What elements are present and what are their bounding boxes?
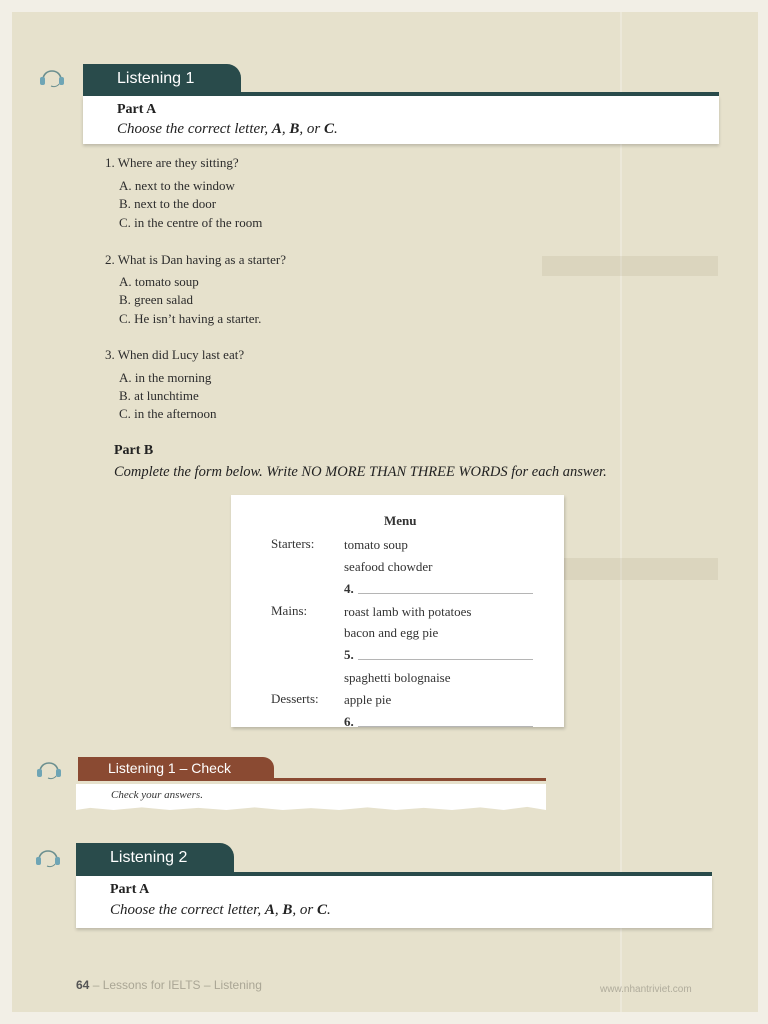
headphones-icon [33, 844, 63, 868]
question-3-option-a: A. in the morning [119, 370, 212, 385]
check-rule [78, 778, 546, 781]
listening-1-check-title: Listening 1 – Check [108, 760, 231, 776]
answer-blank-4[interactable] [358, 593, 533, 594]
main-item: roast lamb with potatoes [344, 604, 472, 619]
listening-2-part-a-panel [76, 876, 712, 928]
blank-5-number: 5. [344, 647, 354, 662]
listening-1-tab [83, 64, 241, 94]
question-2: 2. What is Dan having as a starter? [105, 252, 286, 267]
textbook-page [12, 12, 758, 1012]
listening-2-title: Listening 2 [110, 849, 188, 866]
headphones-icon [34, 756, 64, 780]
check-instruction: Check your answers. [111, 789, 203, 801]
desserts-label: Desserts: [271, 691, 319, 706]
question-2-option-a: A. tomato soup [119, 274, 199, 289]
question-1-option-a: A. next to the window [119, 178, 235, 193]
book-title: – Lessons for IELTS – Listening [89, 978, 262, 992]
page-number: 64 [76, 978, 90, 992]
part-b-instruction: Complete the form below. Write NO MORE THAN THREE WORDS for each answer. [114, 464, 607, 480]
question-2-option-b: B. green salad [119, 292, 194, 307]
listening-1-check-tab [78, 757, 274, 779]
page-fold [620, 12, 622, 1012]
listening-2-tab [76, 843, 234, 873]
menu-title: Menu [384, 513, 417, 528]
part-a-instruction: Choose the correct letter, A, B, or C. [117, 121, 338, 137]
part-a-label: Part A [110, 882, 150, 897]
question-1-option-b: B. next to the door [119, 196, 217, 211]
mains-label: Mains: [271, 603, 308, 618]
bleed-through-mark [542, 256, 718, 276]
starters-label: Starters: [271, 536, 315, 551]
listening-1-title: Listening 1 [117, 70, 195, 87]
headphones-icon [37, 64, 67, 88]
part-a-label: Part A [117, 102, 157, 117]
bleed-through-mark [542, 558, 718, 580]
blank-6-number: 6. [344, 714, 354, 729]
page-footer [76, 978, 262, 992]
main-item: bacon and egg pie [344, 625, 439, 640]
blank-4-number: 4. [344, 581, 354, 596]
website-url: www.nhantriviet.com [600, 984, 692, 995]
question-1: 1. Where are they sitting? [105, 155, 239, 170]
part-b-label: Part B [114, 443, 154, 458]
dessert-item: apple pie [344, 692, 392, 707]
answer-blank-6[interactable] [358, 726, 533, 727]
question-3: 3. When did Lucy last eat? [105, 347, 245, 362]
menu-form [231, 495, 564, 727]
answer-blank-5[interactable] [358, 659, 533, 660]
starter-item: seafood chowder [344, 559, 433, 574]
question-3-option-b: B. at lunchtime [119, 388, 199, 403]
question-2-option-c: C. He isn’t having a starter. [119, 311, 262, 326]
question-3-option-c: C. in the afternoon [119, 406, 217, 421]
starter-item: tomato soup [344, 537, 408, 552]
part-a-instruction: Choose the correct letter, A, B, or C. [110, 902, 331, 918]
question-1-option-c: C. in the centre of the room [119, 215, 263, 230]
main-item: spaghetti bolognaise [344, 670, 451, 685]
part-a-panel [83, 96, 719, 144]
